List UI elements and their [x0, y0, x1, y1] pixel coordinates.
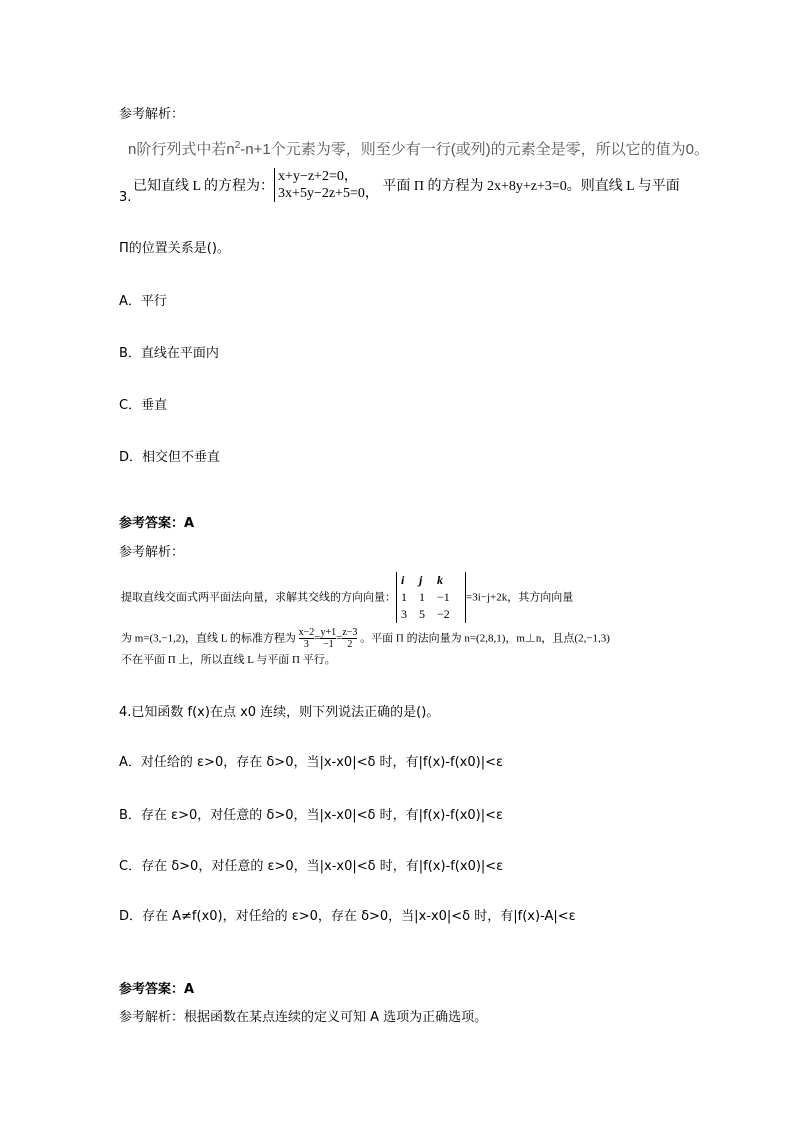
question-stem: 4.已知函数 f(x)在点 x0 连续，则下列说法正确的是()。	[119, 705, 440, 720]
denominator: 2	[347, 639, 353, 650]
answer: 参考答案：A	[119, 516, 195, 531]
option-a: A．平行	[119, 294, 167, 309]
analysis-label: 参考解析：	[119, 107, 185, 122]
det-cell: 3	[401, 607, 407, 621]
det-cell: k	[437, 573, 443, 587]
analysis-text: 。平面 Π 的法向量为 n=(2,8,1)，m⊥n，且点(2,−1,3)	[360, 632, 610, 645]
analysis-text: n阶行列式中若n	[128, 141, 235, 158]
option-c: C．存在 δ>0，对任意的 ε>0，当|x-x0|<δ 时，有|f(x)-f(x0)|<ε	[119, 859, 504, 874]
numerator: x−2	[298, 627, 315, 638]
analysis-text: 为 m=(3,−1,2)，直线 L 的标准方程为	[121, 632, 296, 645]
det-cell: 1	[401, 590, 407, 604]
analysis-image-q2	[128, 138, 709, 159]
det-cell: 1	[419, 590, 425, 604]
fraction	[320, 627, 336, 650]
numerator: z−3	[342, 627, 358, 638]
equation-1: x+y−z+2=0，	[278, 169, 358, 184]
fraction	[299, 627, 315, 650]
analysis-text: 不在平面 Π 上，所以直线 L 与平面 Π 平行。	[121, 654, 336, 666]
stem-text: 平面 Π 的方程为 2x+8y+z+3=0。则直线 L 与平面	[382, 179, 680, 194]
option-b: B．存在 ε>0，对任意的 δ>0，当|x-x0|<δ 时，有|f(x)-f(x0)|<ε	[119, 808, 504, 823]
question-stem: Π的位置关系是()。	[119, 241, 230, 256]
det-cell: −2	[437, 607, 450, 621]
det-cell: −1	[437, 590, 450, 604]
det-cell: 5	[419, 607, 425, 621]
option-b: B．直线在平面内	[119, 346, 219, 361]
numerator: y+1	[320, 627, 337, 638]
analysis-text: -n+1个元素为零，则至少有一行(或列)的元素全是零，所以它的值为0。	[240, 141, 710, 158]
equation-system	[274, 168, 379, 202]
fraction	[342, 627, 357, 650]
denominator: −1	[322, 639, 334, 650]
question-stem-image	[133, 168, 680, 202]
det-cell: j	[419, 573, 423, 587]
option-d: D．存在 A≠f(x0)，对任给的 ε>0，存在 δ>0，当|x-x0|<δ 时，有|f(x)-A|<ε	[119, 909, 576, 924]
equation-2: 3x+5y−2z+5=0，	[278, 186, 379, 201]
option-d: D．相交但不垂直	[119, 450, 221, 465]
analysis-text: 提取直线交面式两平面法向量，求解其交线的方向向量：	[121, 591, 396, 604]
analysis-text: =3i−j+2k，其方向向量	[466, 591, 574, 604]
determinant	[396, 572, 466, 623]
exponent: 2	[234, 140, 241, 151]
stem-text: 已知直线 L 的方程为：	[133, 179, 275, 194]
question-number: 3.	[119, 190, 132, 205]
analysis-image-q3: 提取直线交面式两平面法向量，求解其交线的方向向量：i j k 1 1 −1 3 5 −2=3i−j+2k，其方向向量 为 m=(3,−1,2)，直线 L 的标准方程为 $\frac{x-2}{3}=$ $\frac{y+1}{-1}=$ $\frac{z-3}{2}$ 。平面 Π 的法向量为 n=(2,8,1)，m⊥n，且点(2,−1,3) 不在平面 Π 上，所以直线 L 与平面 Π 平行。	[121, 572, 610, 670]
det-cell: i	[401, 573, 405, 587]
option-a: A．对任给的 ε>0，存在 δ>0，当|x-x0|<δ 时，有|f(x)-f(x0)|<ε	[119, 755, 504, 770]
denominator: 3	[303, 639, 309, 650]
analysis-label: 参考解析：	[119, 545, 185, 560]
answer: 参考答案：A	[119, 982, 195, 997]
analysis: 参考解析：根据函数在某点连续的定义可知 A 选项为正确选项。	[119, 1010, 488, 1025]
option-c: C．垂直	[119, 398, 168, 413]
